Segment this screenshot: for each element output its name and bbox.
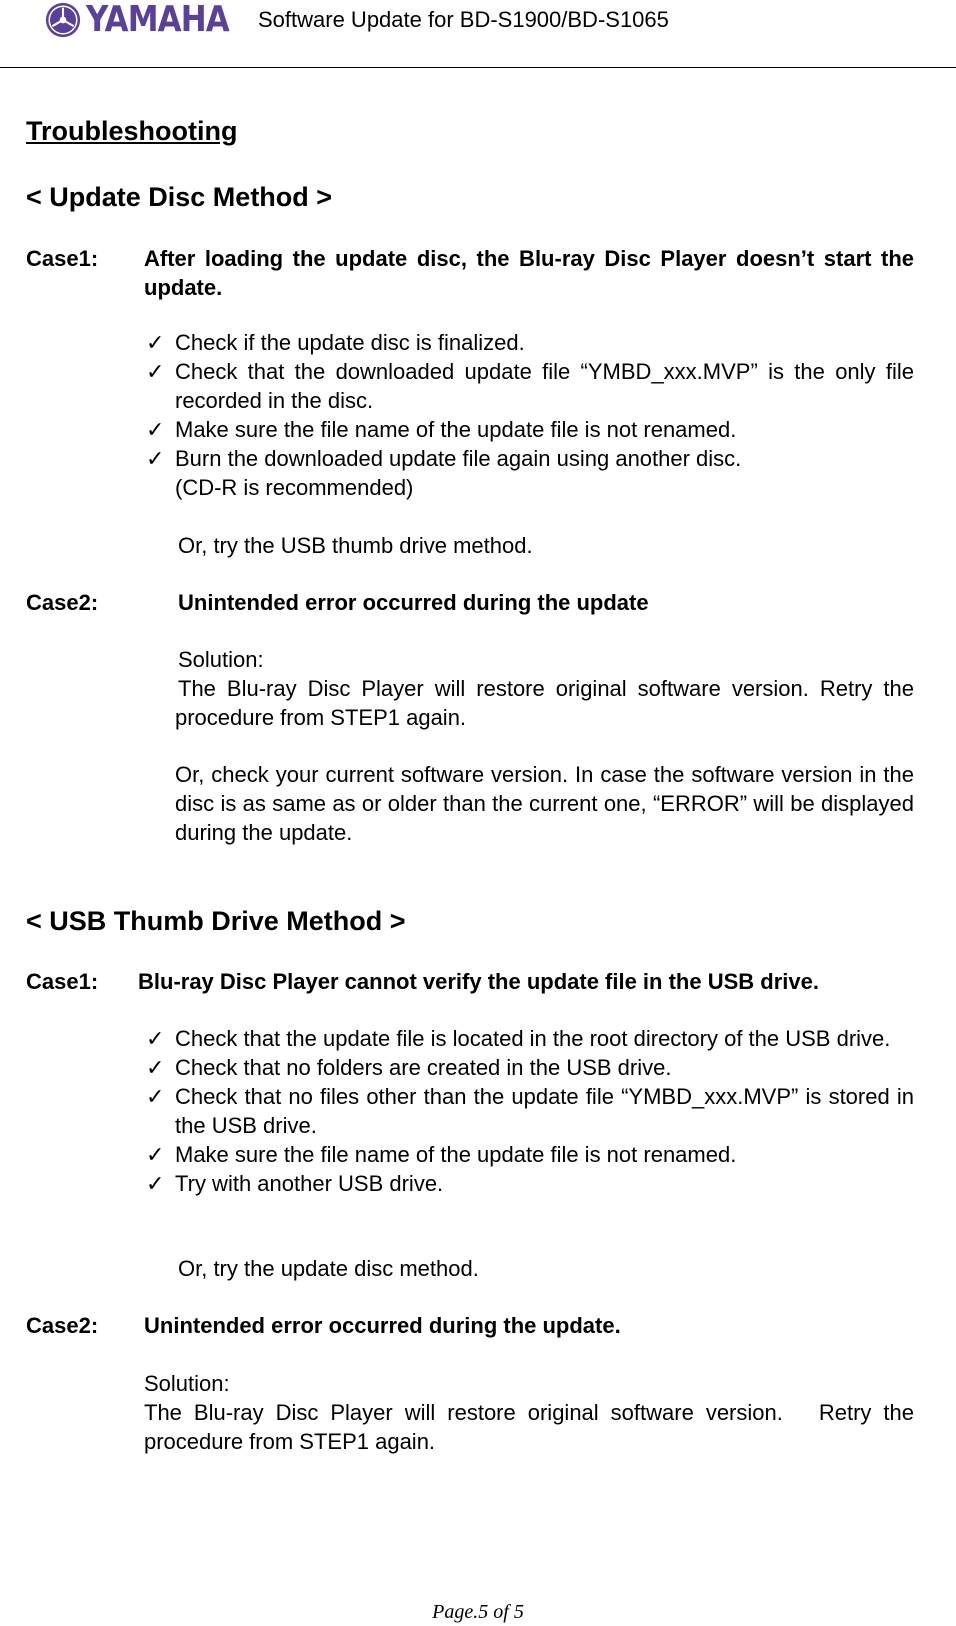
check-text: Check that no folders are created in the USB drive.: [175, 1055, 672, 1080]
alternative-text: Or, try the USB thumb drive method.: [178, 533, 533, 558]
note-text: (CD-R is recommended): [175, 475, 414, 500]
checkmark-icon: ✓: [146, 417, 165, 442]
case-label: Case1:: [26, 969, 99, 994]
section-title-usb-method: < USB Thumb Drive Method >: [26, 906, 406, 936]
checkmark-icon: ✓: [146, 446, 165, 471]
check-item: [146, 1140, 914, 1169]
checklist: [146, 328, 914, 473]
solution-label: Solution:: [144, 1371, 230, 1396]
checkmark-icon: ✓: [146, 330, 165, 355]
check-item: [146, 444, 914, 473]
checkmark-icon: ✓: [146, 1142, 165, 1167]
check-item: [146, 1024, 914, 1053]
check-text: Burn the downloaded update file again using another disc.: [175, 446, 742, 471]
check-text: Check if the update disc is finalized.: [175, 330, 525, 355]
case-title: Blu-ray Disc Player cannot verify the update file in the USB drive.: [138, 969, 819, 994]
section-title-disc-method: < Update Disc Method >: [26, 182, 333, 212]
check-text: Check that no files other than the update file “YMBD_xxx.MVP” is stored in the USB drive.: [175, 1084, 914, 1138]
solution-text: The Blu-ray Disc Player will restore original software version. Retry the procedure from STEP1 again.: [175, 676, 914, 730]
case-label: Case2:: [26, 590, 99, 615]
check-text: Make sure the file name of the update file is not renamed.: [175, 417, 737, 442]
check-text: Check that the update file is located in the root directory of the USB drive.: [175, 1026, 891, 1051]
case-title: After loading the update disc, the Blu-ray Disc Player doesn’t start the update.: [144, 246, 914, 300]
check-item: [146, 328, 914, 357]
checkmark-icon: ✓: [146, 1055, 165, 1080]
case-label: Case1:: [26, 246, 99, 271]
header-title: Software Update for BD-S1900/BD-S1065: [258, 7, 669, 32]
extra-text: Or, check your current software version. In case the software version in the disc is as same as or older than the current one, “ERROR” will be displayed during the update.: [175, 762, 914, 845]
case-title: Unintended error occurred during the update.: [144, 1313, 621, 1338]
checklist: [146, 1024, 914, 1198]
check-item: [146, 1053, 914, 1082]
check-item: [146, 415, 914, 444]
tuning-forks-emblem-icon: [44, 1, 82, 39]
check-text: Try with another USB drive.: [175, 1171, 444, 1196]
checkmark-icon: ✓: [146, 1084, 165, 1109]
check-item: [146, 1169, 914, 1198]
checkmark-icon: ✓: [146, 359, 165, 384]
checkmark-icon: ✓: [146, 1026, 165, 1051]
check-text: Make sure the file name of the update file is not renamed.: [175, 1142, 737, 1167]
page-number: Page.5 of 5: [432, 1601, 524, 1623]
page-heading: Troubleshooting: [26, 116, 238, 146]
check-item: [146, 357, 914, 415]
checkmark-icon: ✓: [146, 1171, 165, 1196]
alternative-text: Or, try the update disc method.: [178, 1256, 479, 1281]
case-title: Unintended error occurred during the update: [178, 590, 649, 615]
header-divider: [0, 67, 956, 68]
solution-label: Solution:: [178, 647, 264, 672]
check-item: [146, 1082, 914, 1140]
logo-wordmark: YAMAHA: [86, 0, 229, 40]
yamaha-logo: [44, 0, 252, 40]
solution-text: The Blu-ray Disc Player will restore original software version. Retry the procedure from STEP1 again.: [144, 1400, 921, 1454]
case-label: Case2:: [26, 1313, 99, 1338]
check-text: Check that the downloaded update file “YMBD_xxx.MVP” is the only file recorded in the disc.: [175, 359, 914, 413]
